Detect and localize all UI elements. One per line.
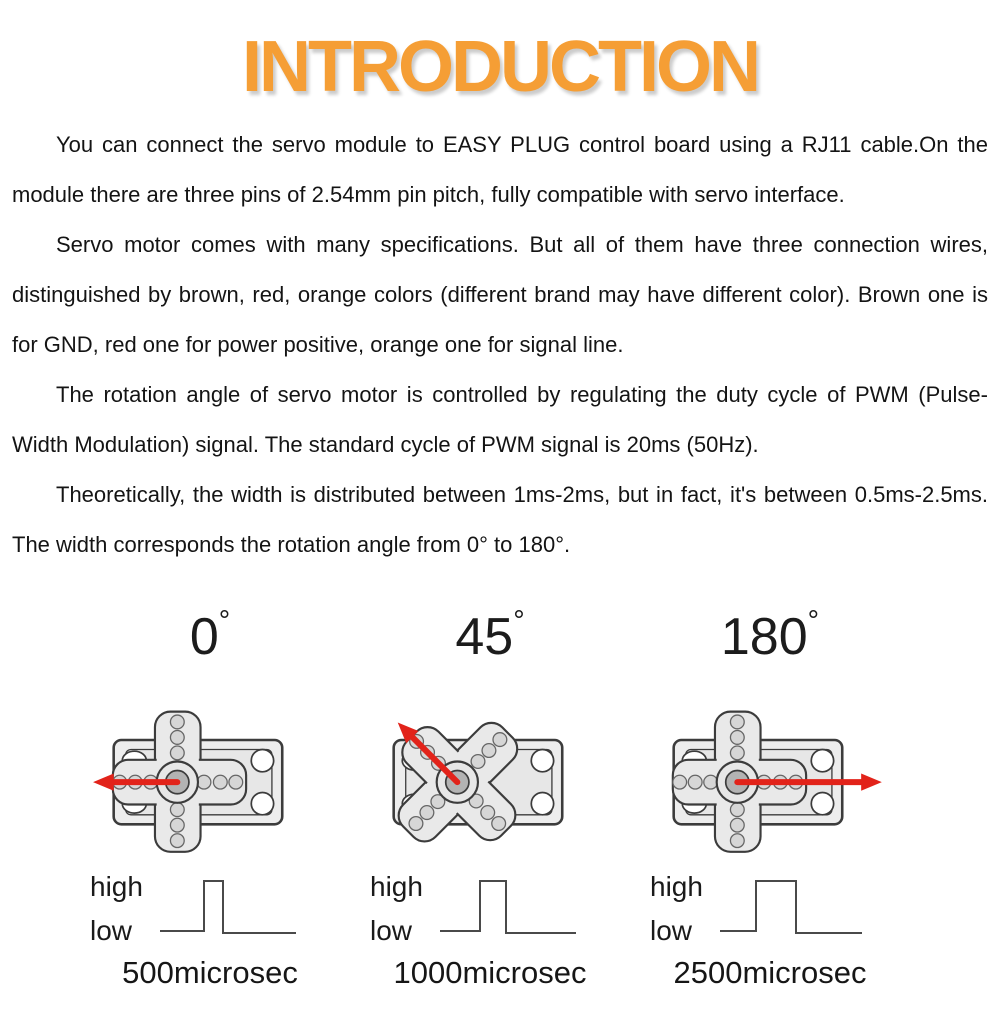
degree-symbol: ° — [218, 605, 231, 637]
degree-symbol: ° — [513, 605, 525, 637]
angle-value: 0 — [189, 608, 219, 666]
angle-label-180deg — [630, 592, 910, 666]
pwm-level-labels — [370, 871, 436, 949]
servo-top-view-180deg-illustration — [641, 654, 899, 869]
pwm-waveform-500us — [156, 871, 316, 949]
servo-figures-row — [70, 592, 1000, 991]
high-label: high — [370, 871, 423, 902]
low-label: low — [650, 915, 693, 946]
servo-figure-45deg — [350, 592, 630, 991]
waveform-line — [720, 881, 862, 933]
paragraph-width: Theoretically, the width is distributed between 1ms-2ms, but in fact, it's between 0.5ms-2.5ms. The width corresponds the rotation angle from 0° to 180°. — [12, 482, 988, 557]
pwm-signal-180deg — [630, 871, 910, 949]
pulse-width-caption-45deg: 1000microsec — [393, 955, 587, 990]
high-label: high — [650, 871, 703, 902]
pulse-width-caption-180deg: 2500microsec — [673, 955, 867, 990]
pwm-waveform-1000us — [436, 871, 596, 949]
low-label: low — [90, 915, 133, 946]
angle-label-0deg — [70, 592, 350, 666]
servo-top-view-45deg-illustration — [361, 654, 619, 869]
angle-value: 180 — [720, 608, 808, 666]
waveform-line — [440, 881, 576, 933]
intro-text-block — [12, 120, 988, 570]
servo-figure-0deg — [70, 592, 350, 991]
page-title: INTRODUCTION — [242, 27, 758, 107]
pwm-signal-45deg — [350, 871, 630, 949]
angle-label-45deg — [350, 592, 630, 666]
servo-top-view-0deg-illustration — [81, 654, 339, 869]
manual-page — [0, 26, 1000, 991]
paragraph-wires: Servo motor comes with many specifications. But all of them have three connection wires, distinguished by brown, red, orange colors (different brand may have different color). Brown one is for GND, red one for power positive, orange one for signal line. — [12, 232, 988, 357]
low-label: low — [370, 915, 413, 946]
pwm-level-labels — [650, 871, 716, 949]
paragraph-connection: You can connect the servo module to EASY PLUG control board using a RJ11 cable.On the module there are three pins of 2.54mm pin pitch, fully compatible with servo interface. — [12, 132, 988, 207]
degree-symbol: ° — [807, 605, 820, 637]
pwm-waveform-2500us — [716, 871, 876, 949]
angle-value: 45 — [455, 608, 514, 666]
paragraph-pwm: The rotation angle of servo motor is controlled by regulating the duty cycle of PWM (Pulse-Width Modulation) signal. The standard cycle of PWM signal is 20ms (50Hz). — [12, 382, 988, 457]
high-label: high — [90, 871, 143, 902]
pwm-level-labels — [90, 871, 156, 949]
waveform-line — [160, 881, 296, 933]
pulse-width-caption-0deg: 500microsec — [122, 955, 298, 990]
pwm-signal-0deg — [70, 871, 350, 949]
servo-figure-180deg — [630, 592, 910, 991]
